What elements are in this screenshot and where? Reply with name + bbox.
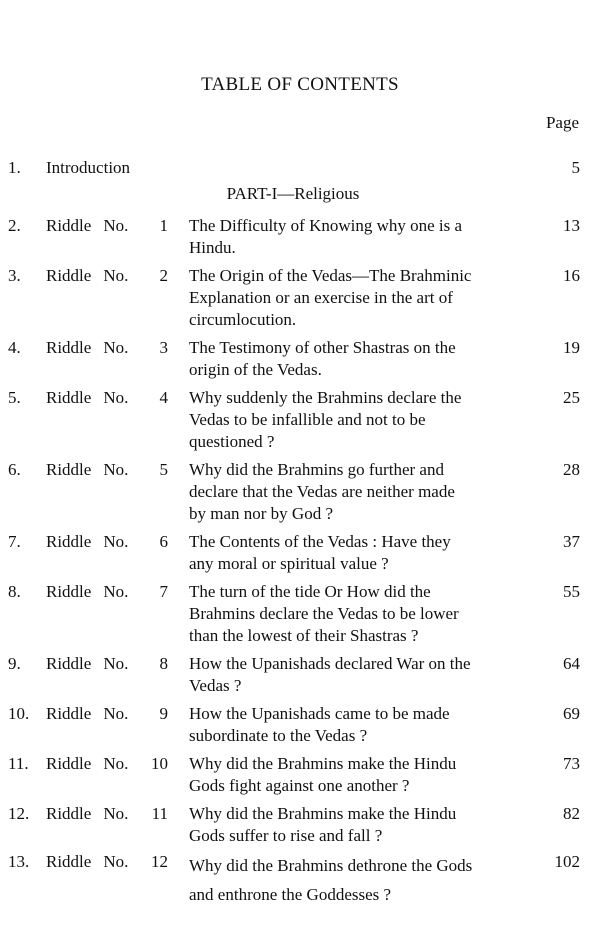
riddle-word: Riddle xyxy=(46,804,92,823)
entry-page: 73 xyxy=(563,754,580,773)
entry-number: 6. xyxy=(8,460,21,479)
entry-title-line: How the Upanishads came to be made xyxy=(189,704,450,723)
entry-title-line: Why did the Brahmins go further and xyxy=(189,460,444,479)
entry-title-line: Vedas to be infallible and not to be xyxy=(189,410,426,429)
riddle-number: 9 xyxy=(159,704,168,723)
entry-title-line: Hindu. xyxy=(189,238,236,257)
riddle-label xyxy=(46,653,128,675)
riddle-number: 5 xyxy=(159,460,168,479)
no-word: No. xyxy=(103,704,129,723)
riddle-word: Riddle xyxy=(46,266,92,285)
riddle-number: 8 xyxy=(159,654,168,673)
entry-title xyxy=(189,265,543,331)
entry-title-line: Vedas ? xyxy=(189,676,242,695)
entry-title-line: The Origin of the Vedas—The Brahminic xyxy=(189,266,472,285)
entry-title-line: Why suddenly the Brahmins declare the xyxy=(189,388,462,407)
entry-title xyxy=(189,581,543,647)
riddle-label xyxy=(46,459,128,481)
entry-title-line: by man nor by God ? xyxy=(189,504,334,523)
entry-title-line: origin of the Vedas. xyxy=(189,360,322,379)
entry-page: 13 xyxy=(563,216,580,235)
entry-number: 3. xyxy=(8,266,21,285)
entry-title xyxy=(189,753,543,797)
entry-title xyxy=(189,337,543,381)
entry-title-line: The turn of the tide Or How did the xyxy=(189,582,431,601)
no-word: No. xyxy=(103,388,129,407)
entry-number: 7. xyxy=(8,532,21,551)
riddle-label xyxy=(46,753,128,775)
riddle-label xyxy=(46,387,128,409)
entry-title-line: The Difficulty of Knowing why one is a xyxy=(189,216,463,235)
entry-page: 5 xyxy=(571,158,580,177)
part-heading-text: PART-I—Religious xyxy=(226,184,360,203)
entry-page: 102 xyxy=(554,852,580,871)
riddle-word: Riddle xyxy=(46,532,92,551)
riddle-word: Riddle xyxy=(46,582,92,601)
riddle-number: 10 xyxy=(151,754,168,773)
entry-page: 19 xyxy=(563,338,580,357)
entry-page: 28 xyxy=(563,460,580,479)
entry-title-line: Gods fight against one another ? xyxy=(189,776,410,795)
entry-page: 55 xyxy=(563,582,580,601)
entry-title-line: Brahmins declare the Vedas to be lower xyxy=(189,604,459,623)
entry-page: 16 xyxy=(563,266,580,285)
riddle-label xyxy=(46,531,128,553)
page-title: TABLE OF CONTENTS xyxy=(201,74,399,95)
entry-title-line: questioned ? xyxy=(189,432,275,451)
entry-title xyxy=(189,215,543,259)
entry-number: 12. xyxy=(8,804,30,823)
entry-title xyxy=(189,803,543,847)
riddle-word: Riddle xyxy=(46,338,92,357)
entry-title-line: circumlocution. xyxy=(189,310,297,329)
riddle-word: Riddle xyxy=(46,216,92,235)
riddle-number: 12 xyxy=(151,852,168,871)
riddle-number: 7 xyxy=(159,582,168,601)
entry-title-line: How the Upanishads declared War on the xyxy=(189,654,471,673)
entry-title xyxy=(189,653,543,697)
entry-number: 13. xyxy=(8,852,30,871)
riddle-label xyxy=(46,337,128,359)
entry-number: 9. xyxy=(8,654,21,673)
no-word: No. xyxy=(103,266,129,285)
no-word: No. xyxy=(103,338,129,357)
riddle-label xyxy=(46,803,128,825)
entry-title-line: than the lowest of their Shastras ? xyxy=(189,626,419,645)
riddle-word: Riddle xyxy=(46,460,92,479)
no-word: No. xyxy=(103,804,129,823)
entry-title-line: subordinate to the Vedas ? xyxy=(189,726,368,745)
riddle-label xyxy=(46,703,128,725)
riddle-number: 4 xyxy=(159,388,168,407)
riddle-label xyxy=(46,215,128,237)
riddle-number: 6 xyxy=(159,532,168,551)
no-word: No. xyxy=(103,216,129,235)
entry-title xyxy=(189,703,543,747)
riddle-word: Riddle xyxy=(46,754,92,773)
entry-number: 11. xyxy=(8,754,29,773)
no-word: No. xyxy=(103,532,129,551)
riddle-label xyxy=(46,265,128,287)
no-word: No. xyxy=(103,754,129,773)
riddle-number: 1 xyxy=(159,216,168,235)
entry-page: 82 xyxy=(563,804,580,823)
entry-title-line: declare that the Vedas are neither made xyxy=(189,482,455,501)
no-word: No. xyxy=(103,460,129,479)
entry-title-line: Why did the Brahmins dethrone the Gods xyxy=(189,856,473,875)
riddle-word: Riddle xyxy=(46,704,92,723)
entry-title-line: Why did the Brahmins make the Hindu xyxy=(189,804,457,823)
entry-number: 8. xyxy=(8,582,21,601)
entry-title-line: The Testimony of other Shastras on the xyxy=(189,338,456,357)
entry-title: Introduction xyxy=(46,158,131,177)
entry-title-line: Explanation or an exercise in the art of xyxy=(189,288,453,307)
entry-number: 2. xyxy=(8,216,21,235)
entry-page: 25 xyxy=(563,388,580,407)
entry-title-line: The Contents of the Vedas : Have they xyxy=(189,532,451,551)
riddle-label xyxy=(46,851,128,873)
entry-number: 1. xyxy=(8,158,21,177)
entry-title-line: any moral or spiritual value ? xyxy=(189,554,389,573)
riddle-word: Riddle xyxy=(46,388,92,407)
entry-title xyxy=(189,459,543,525)
riddle-word: Riddle xyxy=(46,852,92,871)
entry-title-line: and enthrone the Goddesses ? xyxy=(189,885,392,904)
entry-number: 4. xyxy=(8,338,21,357)
entry-title xyxy=(189,387,543,453)
entry-title xyxy=(189,531,543,575)
riddle-label xyxy=(46,581,128,603)
entry-page: 64 xyxy=(563,654,580,673)
entry-page: 37 xyxy=(563,532,580,551)
riddle-number: 11 xyxy=(151,804,168,823)
riddle-number: 2 xyxy=(159,266,168,285)
entry-number: 10. xyxy=(8,704,30,723)
no-word: No. xyxy=(103,582,129,601)
entry-number: 5. xyxy=(8,388,21,407)
riddle-number: 3 xyxy=(159,338,168,357)
riddle-word: Riddle xyxy=(46,654,92,673)
page-column-header: Page xyxy=(545,113,579,132)
entry-title xyxy=(189,851,543,909)
entry-title-line: Why did the Brahmins make the Hindu xyxy=(189,754,457,773)
entry-title-line: Gods suffer to rise and fall ? xyxy=(189,826,383,845)
no-word: No. xyxy=(103,852,129,871)
no-word: No. xyxy=(103,654,129,673)
entry-page: 69 xyxy=(563,704,580,723)
